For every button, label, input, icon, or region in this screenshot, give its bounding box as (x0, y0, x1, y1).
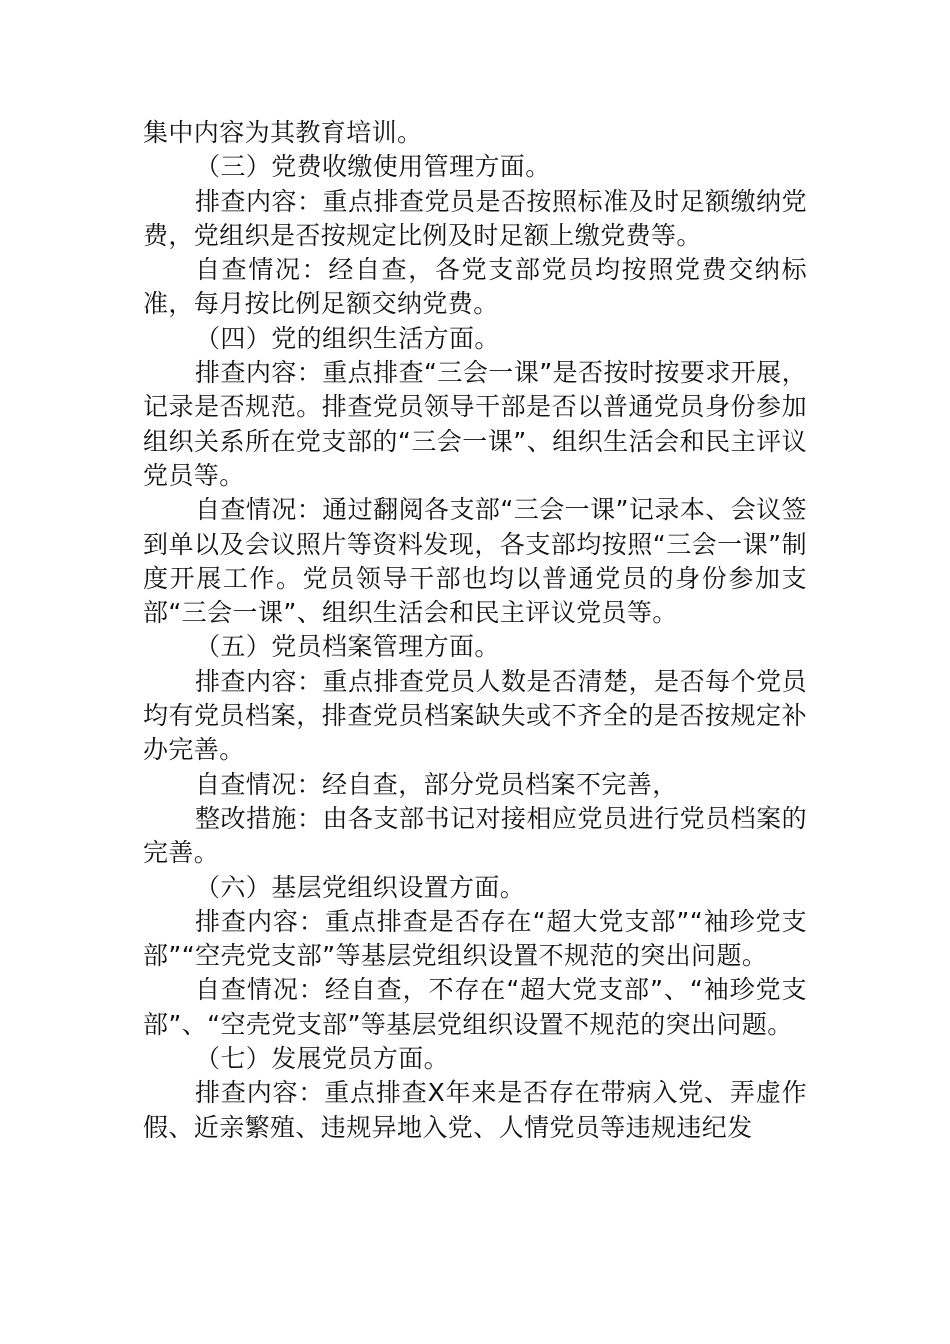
document-body (143, 116, 807, 1145)
section-heading-7: （七）发展党员方面。 (195, 1044, 450, 1074)
paragraph-self-check: 自查情况：经自查，不存在“超大党支部”、“袖珍党支部”、“空壳党支部”等基层党组织设置不规范的突出问题。 (143, 975, 807, 1039)
paragraph-check-content: 排查内容：重点排查是否存在“超大党支部”“袖珍党支部”“空壳党支部”等基层党组织设置不规范的突出问题。 (143, 906, 807, 971)
paragraph-self-check: 自查情况：经自查，部分党员档案不完善， (195, 769, 678, 799)
section-heading-5: （五）党员档案管理方面。 (195, 632, 500, 662)
paragraph-self-check: 自查情况：通过翻阅各支部“三会一课”记录本、会议签到单以及会议照片等资料发现，各支部均按照“三会一课”制度开展工作。党员领导干部也均以普通党员的身份参加支部“三会一课”、组织生活会和民主评议党员等。 (143, 495, 807, 628)
paragraph-check-content: 排查内容：重点排查党员人数是否清楚，是否每个党员均有党员档案，排查党员档案缺失或不齐全的是否按规定补办完善。 (143, 666, 807, 765)
section-heading-4: （四）党的组织生活方面。 (195, 323, 500, 353)
paragraph-rectification: 整改措施：由各支部书记对接相应党员进行党员档案的完善。 (143, 803, 807, 868)
paragraph-check-content: 排查内容：重点排查X年来是否存在带病入党、弄虚作假、近亲繁殖、违规异地入党、人情党员等违规违纪发 (143, 1078, 807, 1142)
section-heading-6: （六）基层党组织设置方面。 (195, 872, 526, 902)
section-heading-3: （三）党费收缴使用管理方面。 (195, 152, 551, 182)
paragraph-check-content: 排查内容：重点排查党员是否按照标准及时足额缴纳党费，党组织是否按规定比例及时足额上缴党费等。 (143, 186, 807, 250)
paragraph-self-check: 自查情况：经自查，各党支部党员均按照党费交纳标准，每月按比例足额交纳党费。 (143, 255, 807, 319)
paragraph-continuation: 集中内容为其教育培训。 (143, 118, 423, 147)
paragraph-check-content: 排查内容：重点排查“三会一课”是否按时按要求开展，记录是否规范。排查党员领导干部是否以普通党员身份参加组织关系所在党支部的“三会一课”、组织生活会和民主评议党员等。 (143, 358, 807, 490)
